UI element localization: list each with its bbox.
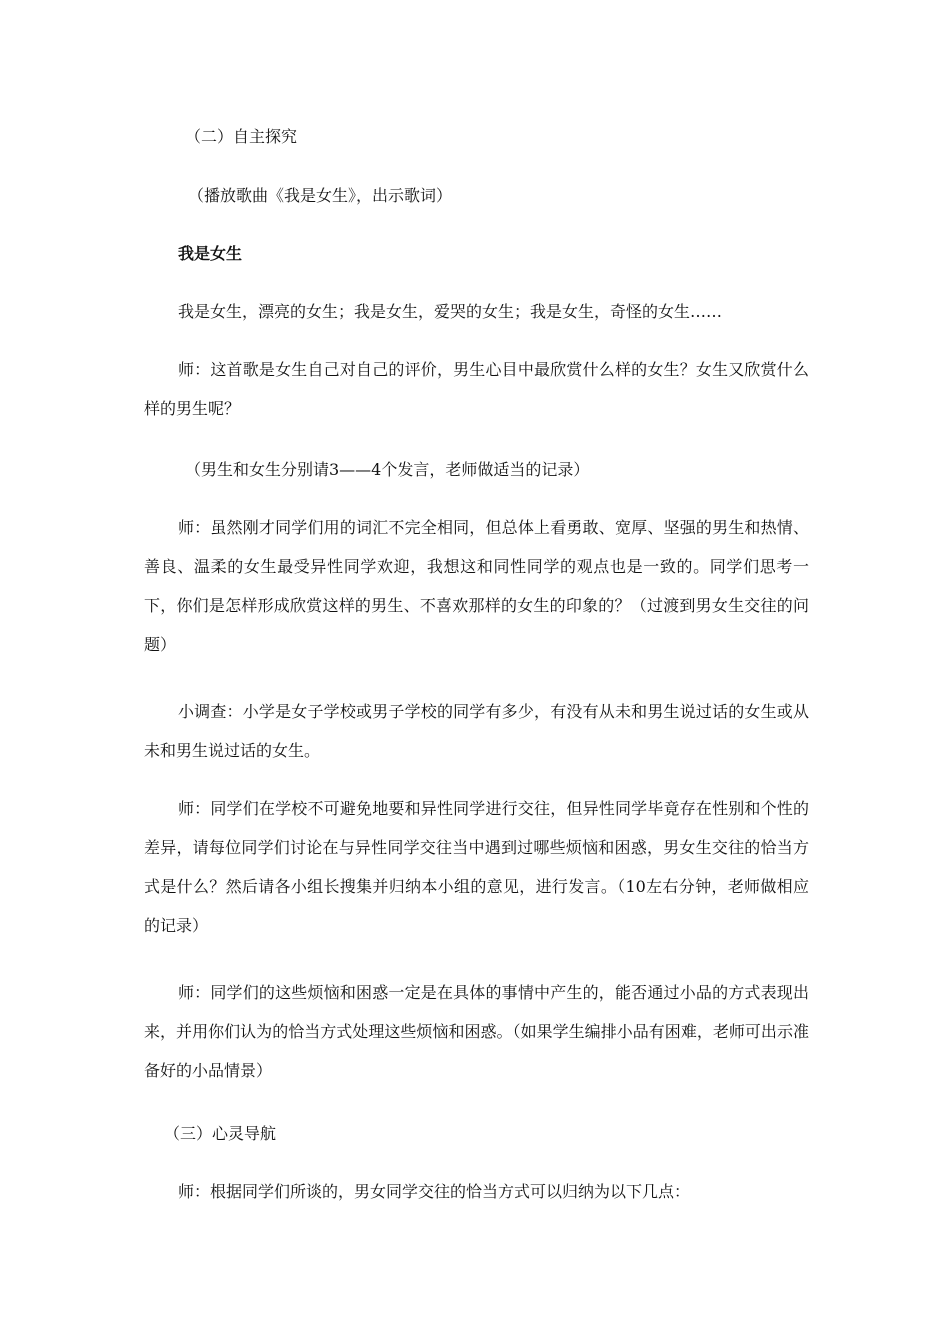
speaking-note: （男生和女生分别请3——4个发言，老师做适当的记录） — [185, 460, 590, 479]
teacher-skit-paragraph: 师：同学们的这些烦恼和困惑一定是在具体的事情中产生的，能否通过小品的方式表现出来，并用你们认为的恰当方式处理这些烦恼和困惑。（如果学生编排小品有困难，老师可出示准备好的小品情景） — [144, 983, 809, 1080]
teacher-discussion-paragraph: 师：同学们在学校不可避免地要和异性同学进行交往，但异性同学毕竟存在性别和个性的差异，请每位同学们讨论在与异性同学交往当中遇到过哪些烦恼和困惑，男女生交往的恰当方式是什么？然后请各小组长搜集并归纳本小组的意见，进行发言。（10左右分钟，老师做相应的记录） — [144, 799, 809, 935]
small-survey-paragraph: 小调查：小学是女子学校或男子学校的同学有多少，有没有从未和男生说过话的女生或从未和男生说过话的女生。 — [144, 702, 809, 760]
section-heading-autonomous-exploration: （二）自主探究 — [185, 127, 298, 146]
teacher-question-paragraph: 师：这首歌是女生自己对自己的评价，男生心目中最欣赏什么样的女生？女生又欣赏什么样的男生呢？ — [144, 360, 809, 418]
song-title: 我是女生 — [178, 244, 243, 263]
teacher-summary-paragraph: 师：虽然刚才同学们用的词汇不完全相同，但总体上看勇敢、宽厚、坚强的男生和热情、善良、温柔的女生最受异性同学欢迎，我想这和同性同学的观点也是一致的。同学们思考一下，你们是怎样形成欣赏这样的男生、不喜欢那样的女生的印象的？（过渡到男女生交往的问题） — [144, 518, 809, 654]
song-lyrics: 我是女生，漂亮的女生；我是女生，爱哭的女生；我是女生，奇怪的女生…… — [178, 302, 723, 321]
play-song-note: （播放歌曲《我是女生》，出示歌词） — [188, 186, 453, 205]
teacher-conclusion-paragraph: 师：根据同学们所谈的，男女同学交往的恰当方式可以归纳为以下几点： — [178, 1182, 691, 1201]
section-heading-spiritual-navigation: （三）心灵导航 — [164, 1124, 277, 1143]
